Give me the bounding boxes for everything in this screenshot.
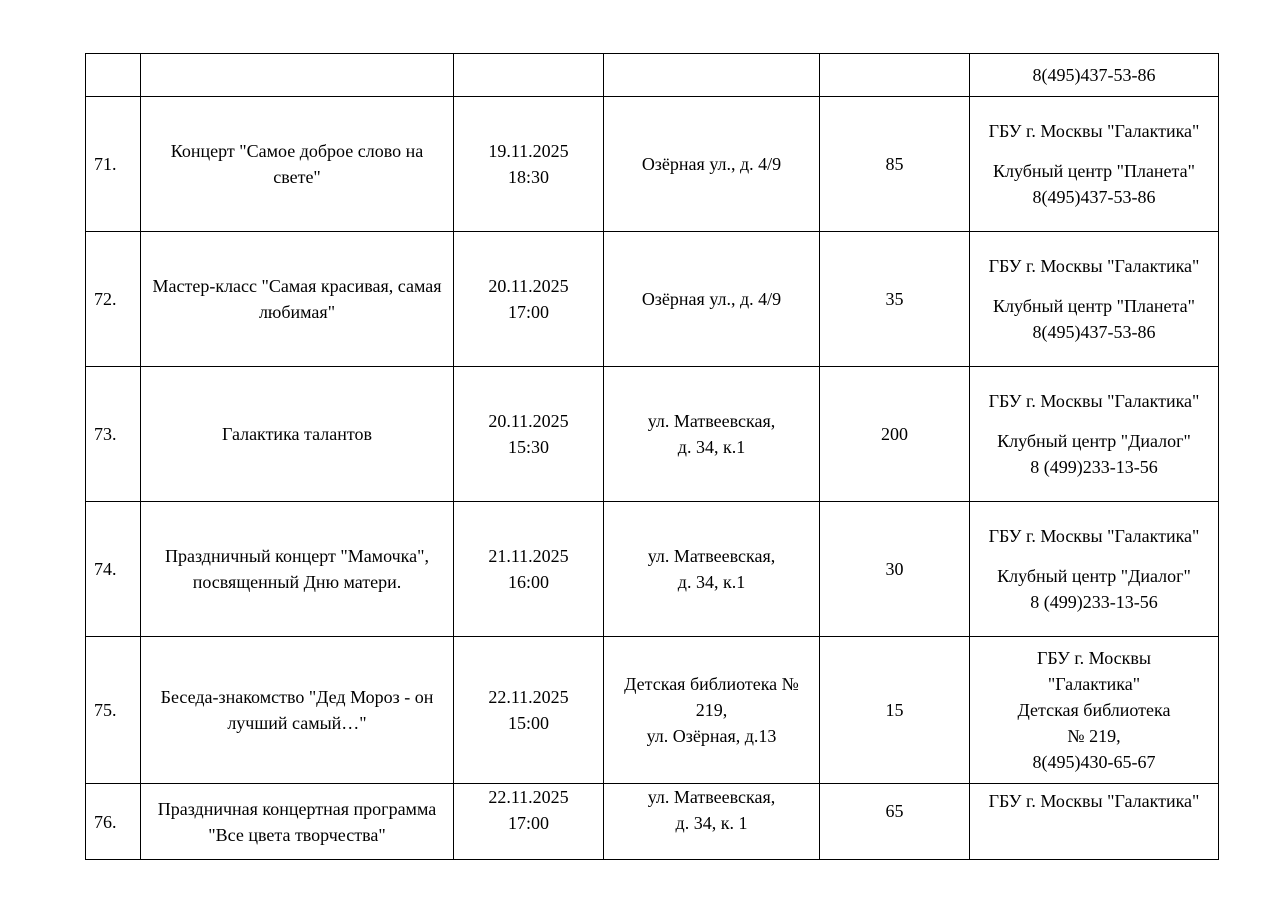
- place-line: ул. Матвеевская,: [647, 787, 776, 807]
- cell-participants: 15: [820, 637, 970, 784]
- place-line: д. 34, к. 1: [675, 813, 748, 833]
- cell-organizer: [970, 54, 1219, 97]
- cell-datetime: [454, 502, 604, 637]
- organizer-venue: Клубный центр "Диалог": [997, 431, 1191, 451]
- cell-num: 71.: [86, 97, 141, 232]
- organizer-name: ГБУ г. Москвы "Галактика": [988, 791, 1200, 811]
- cell-participants: 30: [820, 502, 970, 637]
- place-line: д. 34, к.1: [677, 437, 746, 457]
- cell-datetime: [454, 54, 604, 97]
- cell-name: Праздничная концертная программа "Все цвета творчества": [141, 784, 454, 860]
- cell-datetime: [454, 367, 604, 502]
- organizer-line: ГБУ г. Москвы: [1036, 648, 1152, 668]
- organizer-phone: 8 (499)233-13-56: [1030, 592, 1158, 612]
- cell-place: [604, 637, 820, 784]
- organizer-name: ГБУ г. Москвы "Галактика": [988, 526, 1200, 546]
- organizer-venue: Клубный центр "Диалог": [997, 566, 1191, 586]
- cell-organizer: [970, 367, 1219, 502]
- cell-organizer: [970, 232, 1219, 367]
- cell-num: [86, 54, 141, 97]
- cell-name: Мастер-класс "Самая красивая, самая любимая": [141, 232, 454, 367]
- cell-organizer: [970, 784, 1219, 860]
- organizer-phone: 8(495)437-53-86: [1032, 65, 1156, 85]
- event-time: 17:00: [507, 302, 549, 322]
- cell-datetime: [454, 637, 604, 784]
- cell-name: Галактика талантов: [141, 367, 454, 502]
- cell-datetime: [454, 784, 604, 860]
- table-row: [86, 97, 1219, 232]
- table-row: [86, 637, 1219, 784]
- table-row-continuation: [86, 54, 1219, 97]
- events-table: [85, 53, 1219, 860]
- event-date: 20.11.2025: [488, 276, 569, 296]
- event-date: 22.11.2025: [488, 787, 569, 807]
- organizer-line: "Галактика": [1047, 674, 1141, 694]
- place-line: Озёрная ул., д. 4/9: [641, 289, 782, 309]
- cell-datetime: [454, 232, 604, 367]
- place-line: ул. Матвеевская,: [647, 411, 776, 431]
- cell-num: 73.: [86, 367, 141, 502]
- place-line: Озёрная ул., д. 4/9: [641, 154, 782, 174]
- cell-num: 74.: [86, 502, 141, 637]
- place-line: Детская библиотека № 219,: [624, 674, 799, 720]
- organizer-phone: 8(495)437-53-86: [1032, 187, 1156, 207]
- organizer-phone: 8(495)437-53-86: [1032, 322, 1156, 342]
- place-line: ул. Озёрная, д.13: [646, 726, 777, 746]
- table-row: [86, 784, 1219, 860]
- cell-organizer: [970, 502, 1219, 637]
- event-date: 19.11.2025: [488, 141, 569, 161]
- cell-participants: 65: [820, 784, 970, 860]
- event-date: 21.11.2025: [488, 546, 569, 566]
- table-row: [86, 502, 1219, 637]
- cell-num: 72.: [86, 232, 141, 367]
- event-time: 18:30: [507, 167, 549, 187]
- cell-organizer: [970, 97, 1219, 232]
- table-row: [86, 232, 1219, 367]
- cell-num: 76.: [86, 784, 141, 860]
- organizer-name: ГБУ г. Москвы "Галактика": [988, 256, 1200, 276]
- organizer-name: ГБУ г. Москвы "Галактика": [988, 391, 1200, 411]
- cell-participants: 35: [820, 232, 970, 367]
- event-time: 15:00: [507, 713, 549, 733]
- place-line: ул. Матвеевская,: [647, 546, 776, 566]
- organizer-line: Детская библиотека: [1017, 700, 1171, 720]
- cell-place: [604, 367, 820, 502]
- cell-datetime: [454, 97, 604, 232]
- organizer-phone: 8 (499)233-13-56: [1030, 457, 1158, 477]
- organizer-phone: 8(495)430-65-67: [1032, 752, 1156, 772]
- organizer-venue: Клубный центр "Планета": [993, 161, 1195, 181]
- cell-name: Концерт "Самое доброе слово на свете": [141, 97, 454, 232]
- cell-name: Беседа-знакомство "Дед Мороз - он лучший самый…": [141, 637, 454, 784]
- event-date: 22.11.2025: [488, 687, 569, 707]
- event-time: 16:00: [507, 572, 549, 592]
- event-time: 15:30: [507, 437, 549, 457]
- cell-place: [604, 232, 820, 367]
- cell-name: Праздничный концерт "Мамочка", посвященный Дню матери.: [141, 502, 454, 637]
- cell-num: 75.: [86, 637, 141, 784]
- event-date: 20.11.2025: [488, 411, 569, 431]
- place-line: д. 34, к.1: [677, 572, 746, 592]
- cell-participants: 85: [820, 97, 970, 232]
- cell-participants: [820, 54, 970, 97]
- cell-name: [141, 54, 454, 97]
- table-row: [86, 367, 1219, 502]
- organizer-line: № 219,: [1067, 726, 1121, 746]
- cell-participants: 200: [820, 367, 970, 502]
- cell-place: [604, 54, 820, 97]
- cell-place: [604, 784, 820, 860]
- cell-place: [604, 97, 820, 232]
- organizer-venue: Клубный центр "Планета": [993, 296, 1195, 316]
- cell-organizer: [970, 637, 1219, 784]
- organizer-name: ГБУ г. Москвы "Галактика": [988, 121, 1200, 141]
- event-time: 17:00: [507, 813, 549, 833]
- cell-place: [604, 502, 820, 637]
